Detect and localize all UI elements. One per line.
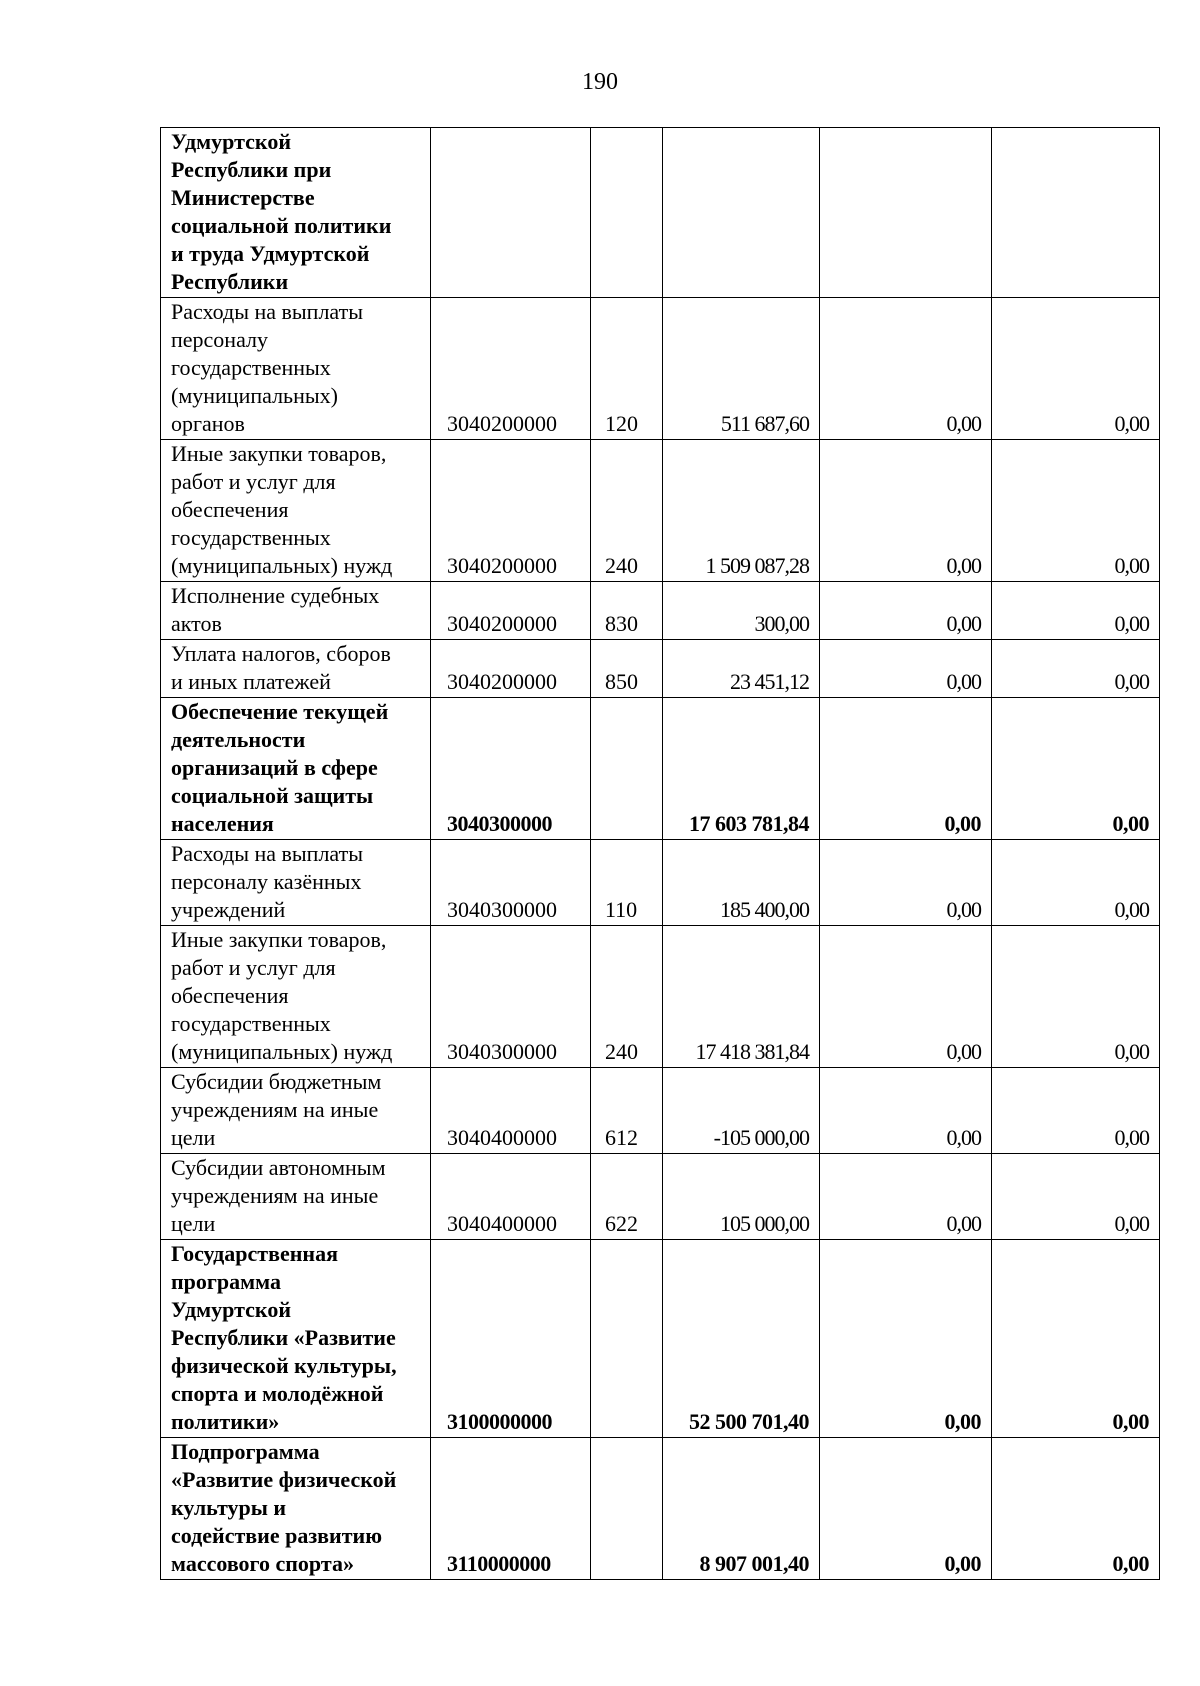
amount-cell: 185 400,00	[663, 840, 820, 926]
table-row	[161, 1068, 1160, 1154]
row-name-text: Иные закупки товаров, работ и услуг для обеспечения государственных (муниципальных) нужд	[171, 441, 393, 578]
amount-cell: 0,00	[992, 840, 1160, 926]
amount-cell: 0,00	[820, 582, 992, 640]
expense-type-code-cell	[591, 698, 663, 840]
expense-type-code-cell: 120	[591, 298, 663, 440]
table-row	[161, 128, 1160, 298]
target-article-code-cell: 3040200000	[431, 440, 591, 582]
amount-cell: 0,00	[820, 1438, 992, 1580]
target-article-code-cell: 3110000000	[431, 1438, 591, 1580]
row-name-cell	[161, 1240, 431, 1438]
amount-cell: 300,00	[663, 582, 820, 640]
amount-cell: 0,00	[992, 1068, 1160, 1154]
table-row	[161, 1154, 1160, 1240]
amount-cell: 52 500 701,40	[663, 1240, 820, 1438]
row-name-cell	[161, 298, 431, 440]
amount-cell: 0,00	[820, 1240, 992, 1438]
amount-cell: 0,00	[992, 640, 1160, 698]
target-article-code-cell: 3040300000	[431, 698, 591, 840]
target-article-code-cell: 3040400000	[431, 1154, 591, 1240]
expense-type-code-cell: 622	[591, 1154, 663, 1240]
amount-cell: 0,00	[820, 840, 992, 926]
row-name-cell	[161, 926, 431, 1068]
amount-cell: 8 907 001,40	[663, 1438, 820, 1580]
row-name-cell	[161, 1068, 431, 1154]
table-row	[161, 1438, 1160, 1580]
row-name-text: Исполнение судебных актов	[171, 583, 380, 636]
row-name-cell	[161, 440, 431, 582]
target-article-code-cell: 3040400000	[431, 1068, 591, 1154]
row-name-text: Подпрограмма «Развитие физической культуры и содействие развитию массового спорта»	[171, 1439, 397, 1576]
row-name-cell	[161, 840, 431, 926]
target-article-code-cell: 3040200000	[431, 582, 591, 640]
row-name-cell	[161, 640, 431, 698]
amount-cell: -105 000,00	[663, 1068, 820, 1154]
amount-cell: 0,00	[820, 640, 992, 698]
amount-cell: 511 687,60	[663, 298, 820, 440]
amount-cell: 0,00	[820, 440, 992, 582]
amount-cell: 17 418 381,84	[663, 926, 820, 1068]
row-name-cell	[161, 698, 431, 840]
amount-cell	[992, 128, 1160, 298]
target-article-code-cell: 3040300000	[431, 840, 591, 926]
amount-cell: 0,00	[820, 698, 992, 840]
row-name-text: Субсидии автономным учреждениям на иные цели	[171, 1155, 386, 1236]
target-article-code-cell: 3040200000	[431, 640, 591, 698]
page-number: 190	[582, 69, 618, 95]
table-row	[161, 698, 1160, 840]
table-row	[161, 840, 1160, 926]
table-row	[161, 298, 1160, 440]
expense-type-code-cell	[591, 128, 663, 298]
row-name-text: Государственная программа Удмуртской Республики «Развитие физической культуры, спорта и молодёжной политики»	[171, 1241, 397, 1434]
amount-cell: 23 451,12	[663, 640, 820, 698]
row-name-cell	[161, 128, 431, 298]
amount-cell: 0,00	[992, 582, 1160, 640]
expense-type-code-cell: 110	[591, 840, 663, 926]
budget-table	[160, 127, 1160, 1580]
amount-cell: 1 509 087,28	[663, 440, 820, 582]
expense-type-code-cell	[591, 1240, 663, 1438]
row-name-text: Удмуртской Республики при Министерстве социальной политики и труда Удмуртской Республики	[171, 129, 392, 294]
expense-type-code-cell	[591, 1438, 663, 1580]
row-name-text: Иные закупки товаров, работ и услуг для обеспечения государственных (муниципальных) нужд	[171, 927, 393, 1064]
row-name-text: Обеспечение текущей деятельности организаций в сфере социальной защиты населения	[171, 699, 389, 836]
row-name-text: Расходы на выплаты персоналу казённых учреждений	[171, 841, 364, 922]
amount-cell: 0,00	[992, 298, 1160, 440]
target-article-code-cell: 3040200000	[431, 298, 591, 440]
amount-cell: 0,00	[992, 1438, 1160, 1580]
table-row	[161, 640, 1160, 698]
row-name-text: Уплата налогов, сборов и иных платежей	[171, 641, 391, 694]
target-article-code-cell: 3100000000	[431, 1240, 591, 1438]
table-row	[161, 582, 1160, 640]
table-body	[161, 128, 1160, 1580]
expense-type-code-cell: 612	[591, 1068, 663, 1154]
target-article-code-cell: 3040300000	[431, 926, 591, 1068]
amount-cell: 0,00	[820, 1068, 992, 1154]
table-row	[161, 1240, 1160, 1438]
amount-cell	[820, 128, 992, 298]
amount-cell: 0,00	[992, 698, 1160, 840]
row-name-cell	[161, 1438, 431, 1580]
row-name-cell	[161, 582, 431, 640]
expense-type-code-cell: 830	[591, 582, 663, 640]
amount-cell: 0,00	[820, 298, 992, 440]
target-article-code-cell	[431, 128, 591, 298]
amount-cell: 0,00	[992, 1240, 1160, 1438]
amount-cell: 17 603 781,84	[663, 698, 820, 840]
table-row	[161, 440, 1160, 582]
row-name-text: Субсидии бюджетным учреждениям на иные цели	[171, 1069, 382, 1150]
row-name-text: Расходы на выплаты персоналу государственных (муниципальных) органов	[171, 299, 364, 436]
amount-cell: 0,00	[820, 1154, 992, 1240]
amount-cell	[663, 128, 820, 298]
amount-cell: 0,00	[992, 1154, 1160, 1240]
expense-type-code-cell: 240	[591, 440, 663, 582]
amount-cell: 0,00	[992, 926, 1160, 1068]
table-row	[161, 926, 1160, 1068]
expense-type-code-cell: 850	[591, 640, 663, 698]
row-name-cell	[161, 1154, 431, 1240]
expense-type-code-cell: 240	[591, 926, 663, 1068]
amount-cell: 105 000,00	[663, 1154, 820, 1240]
amount-cell: 0,00	[820, 926, 992, 1068]
amount-cell: 0,00	[992, 440, 1160, 582]
